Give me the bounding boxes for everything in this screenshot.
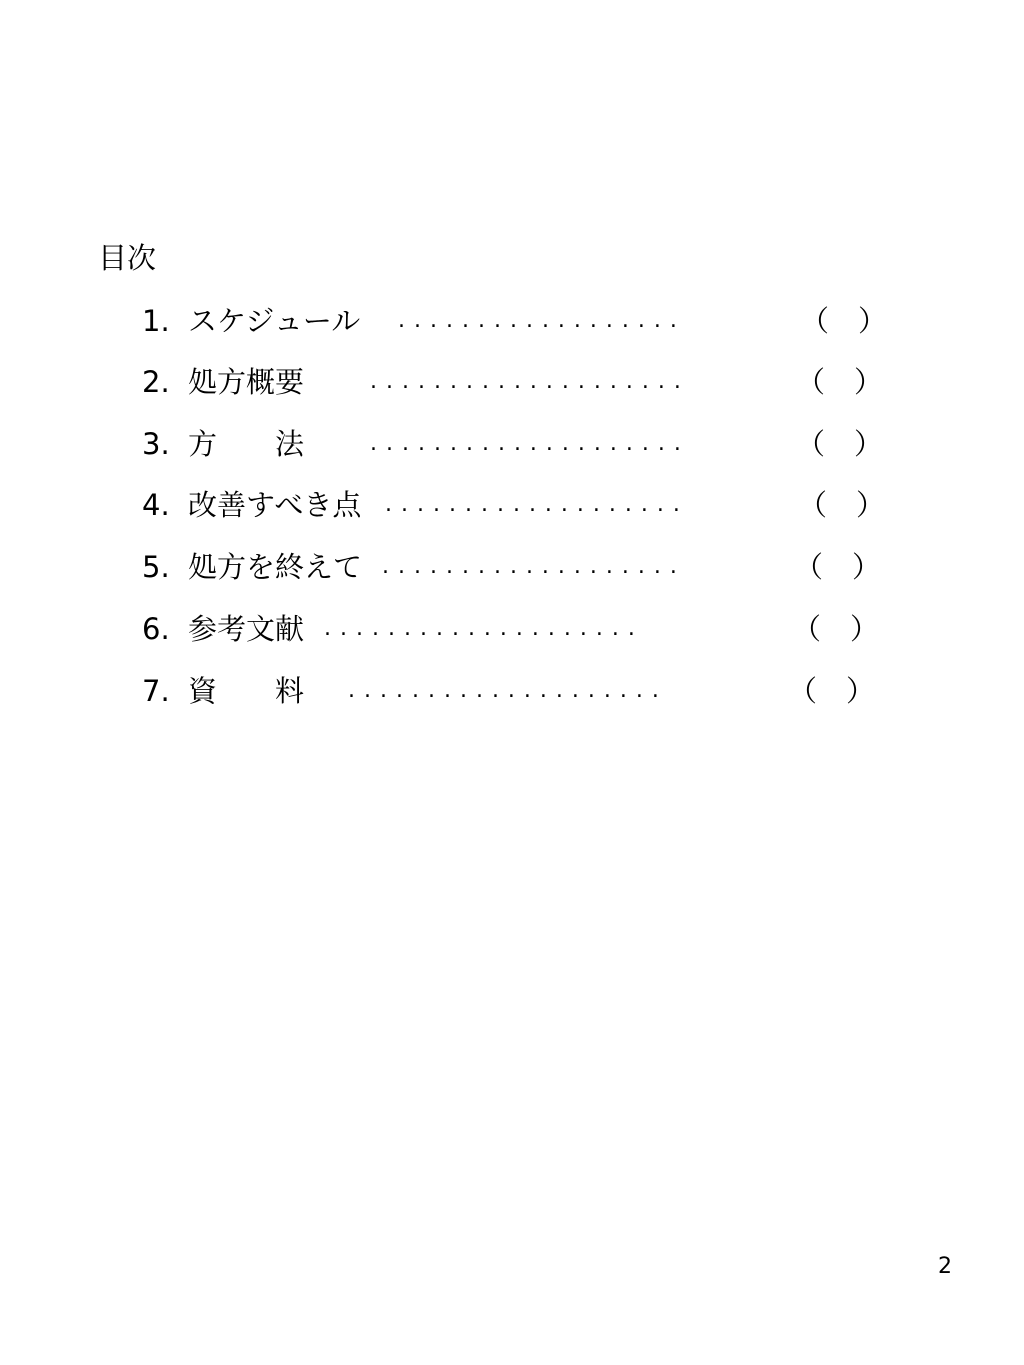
toc-entry-number: 6. <box>142 612 170 646</box>
toc-entry-title: スケジュール <box>188 304 361 338</box>
toc-entry-number: 5. <box>142 550 170 584</box>
toc-entry-page-ref: （ ） <box>796 365 884 399</box>
toc-entry-title: 処方概要 <box>188 365 305 399</box>
toc-entry-leader: ................... <box>382 554 686 579</box>
toc-entry-number: 2. <box>142 365 170 399</box>
toc-entry-page-ref: （ ） <box>788 674 876 708</box>
toc-entry-page-ref: （ ） <box>796 427 884 461</box>
toc-entry-page-ref: （ ） <box>800 304 888 338</box>
toc-entry <box>142 362 884 402</box>
toc-entry-title: 方 法 <box>188 427 305 461</box>
toc-entry-title: 処方を終えて <box>188 550 363 584</box>
toc-entry-title: 改善すべき点 <box>188 488 362 522</box>
toc-entry-title: 資 料 <box>188 674 305 708</box>
toc-entry <box>142 301 888 341</box>
toc-entry-page-ref: （ ） <box>792 612 880 646</box>
toc-entry-page-ref: （ ） <box>794 550 882 584</box>
toc-entry-number: 3. <box>142 427 170 461</box>
toc-entry <box>142 424 884 464</box>
toc-entry-leader: .................... <box>370 369 690 394</box>
toc-heading: 目次 <box>98 241 157 275</box>
toc-entry-page-ref: （ ） <box>798 488 886 522</box>
toc-entry-number: 4. <box>142 488 170 522</box>
toc-entry <box>142 609 880 649</box>
toc-entry-leader: .................. <box>398 308 686 333</box>
toc-entry-leader: ................... <box>385 492 689 517</box>
toc-entry <box>142 547 882 587</box>
page-number: 2 <box>938 1254 952 1279</box>
toc-entry <box>142 671 876 711</box>
toc-entry-leader: .................... <box>370 431 690 456</box>
toc-entry-number: 1. <box>142 304 170 338</box>
toc-entry-title: 参考文献 <box>188 612 305 646</box>
toc-entry-number: 7. <box>142 674 170 708</box>
toc-entry <box>142 485 886 525</box>
toc-entry-leader: .................... <box>324 616 644 641</box>
toc-entry-leader: .................... <box>348 678 668 703</box>
